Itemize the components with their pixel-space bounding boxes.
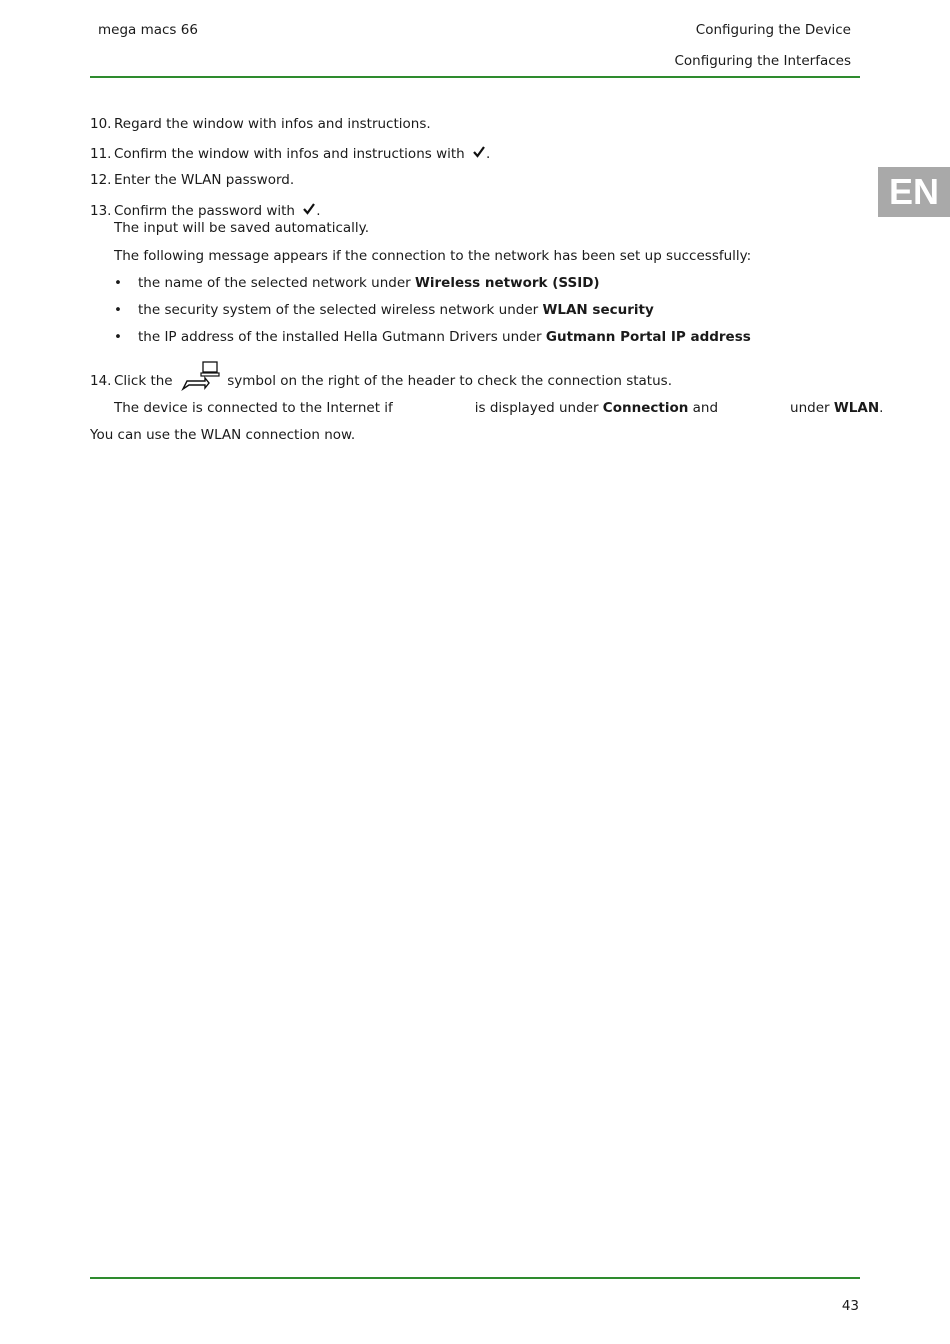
step-14 (90, 373, 672, 391)
header-chapter: Configuring the Device (695, 22, 851, 38)
step-end: . (316, 203, 321, 219)
bullet-item (114, 302, 654, 318)
step-10 (90, 116, 431, 132)
step-text-pre: Click the (114, 373, 173, 389)
success-intro: The following message appears if the connection to the network has been set up successfully: (114, 248, 752, 264)
step-text-post: symbol on the right of the header to check the connection status. (227, 373, 672, 389)
header-rule (90, 76, 860, 78)
bullet-text: the security system of the selected wireless network under (138, 302, 543, 318)
step-number: 11. (90, 146, 112, 162)
step-end: . (486, 146, 491, 162)
step-number: 10. (90, 116, 112, 132)
checkmark-icon (472, 145, 486, 159)
status-part4: under (790, 400, 830, 416)
step-11 (90, 145, 490, 162)
step-number: 13. (90, 203, 112, 219)
bullet-bold: Gutmann Portal IP address (545, 329, 751, 345)
status-bold-connection: Connection (602, 400, 689, 416)
step-number: 12. (90, 172, 112, 188)
footer-rule (90, 1277, 860, 1279)
step-text: Confirm the password with (114, 203, 295, 219)
status-end: . (879, 400, 884, 416)
language-tab: EN (878, 167, 950, 217)
step-13-note: The input will be saved automatically. (114, 220, 370, 236)
bullet-text: the name of the selected network under (138, 275, 415, 291)
step-number: 14. (90, 373, 112, 389)
status-bold-wlan: WLAN (833, 400, 880, 416)
bullet-bold: WLAN security (542, 302, 654, 318)
step-text: Regard the window with infos and instructions. (114, 116, 431, 132)
checkmark-icon (302, 202, 316, 216)
header-section: Configuring the Interfaces (674, 53, 851, 69)
bullet-item (114, 329, 751, 345)
step-13 (90, 202, 321, 219)
step-12 (90, 172, 294, 188)
bullet-marker: • (114, 302, 122, 318)
bullet-marker: • (114, 329, 122, 345)
header-product: mega macs 66 (98, 22, 198, 38)
page-number: 43 (841, 1298, 859, 1314)
bullet-item (114, 275, 600, 291)
bullet-text: the IP address of the installed Hella Gutmann Drivers under (138, 329, 546, 345)
conclusion: You can use the WLAN connection now. (90, 427, 356, 443)
status-part2: is displayed under (474, 400, 599, 416)
status-part1: The device is connected to the Internet if (114, 400, 393, 416)
status-line (114, 400, 883, 416)
computer-connection-icon (179, 361, 221, 391)
bullet-bold: Wireless network (SSID) (415, 275, 600, 291)
status-part3: and (692, 400, 719, 416)
step-text: Enter the WLAN password. (114, 172, 295, 188)
step-text: Confirm the window with infos and instructions with (114, 146, 465, 162)
bullet-marker: • (114, 275, 122, 291)
